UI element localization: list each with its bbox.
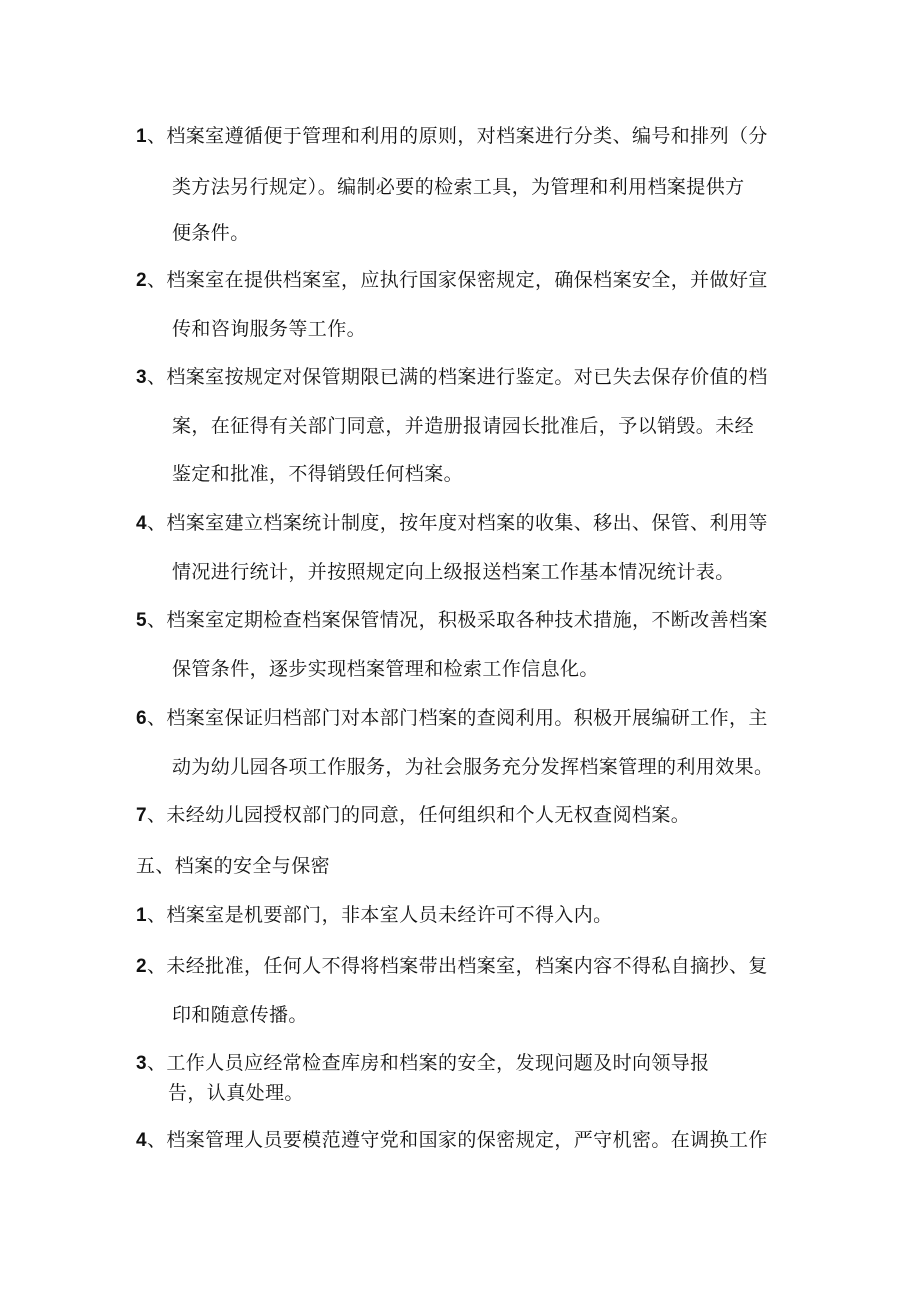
section-item-4-number: 4 (136, 1130, 147, 1151)
section-item-2-number: 2 (136, 956, 147, 977)
item-1-line-1: 1、档案室遵循便于管理和利用的原则，对档案进行分类、编号和排列（分 (136, 125, 768, 147)
section-item-3-number: 3 (136, 1053, 147, 1074)
item-5-number: 5 (136, 610, 147, 631)
item-3-number: 3 (136, 367, 147, 388)
item-2-line-1: 2、档案室在提供档案室，应执行国家保密规定，确保档案安全，并做好宣 (136, 269, 768, 291)
section-item-4-line-1: 4、档案管理人员要模范遵守党和国家的保密规定，严守机密。在调换工作 (136, 1129, 768, 1151)
item-6-line-2: 动为幼儿园各项工作服务，为社会服务充分发挥档案管理的利用效果。 (172, 756, 774, 778)
item-1-line-3: 便条件。 (172, 222, 250, 244)
section-item-2-line-1: 2、未经批准，任何人不得将档案带出档案室，档案内容不得私自摘抄、复 (136, 955, 768, 977)
section-item-1-number: 1 (136, 905, 147, 926)
section-item-1-line-1: 1、档案室是机要部门，非本室人员未经许可不得入内。 (136, 904, 613, 926)
section-item-2-line-2: 印和随意传播。 (172, 1004, 308, 1026)
item-4-number: 4 (136, 513, 147, 534)
item-5-line-2: 保管条件，逐步实现档案管理和检索工作信息化。 (172, 658, 599, 680)
item-1-line-2: 类方法另行规定）。编制必要的检索工具，为管理和利用档案提供方 (172, 176, 745, 198)
item-7-number: 7 (136, 805, 147, 826)
item-5-line-1: 5、档案室定期检查档案保管情况，积极采取各种技术措施，不断改善档案 (136, 609, 768, 631)
item-3-line-2: 案，在征得有关部门同意，并造册报请园长批准后，予以销毁。未经 (172, 415, 755, 437)
item-2-line-2: 传和咨询服务等工作。 (172, 318, 367, 340)
section-heading: 五、档案的安全与保密 (136, 855, 331, 877)
section-item-3-line-2: 告，认真处理。 (168, 1082, 304, 1104)
item-7-line-1: 7、未经幼儿园授权部门的同意，任何组织和个人无权查阅档案。 (136, 804, 691, 826)
item-4-line-1: 4、档案室建立档案统计制度，按年度对档案的收集、移出、保管、利用等 (136, 512, 768, 534)
item-2-number: 2 (136, 270, 147, 291)
item-6-number: 6 (136, 708, 147, 729)
section-item-3-line-1: 3、工作人员应经常检查库房和档案的安全，发现问题及时向领导报 (136, 1052, 710, 1074)
item-1-number: 1 (136, 126, 147, 147)
item-3-line-1: 3、档案室按规定对保管期限已满的档案进行鉴定。对已失去保存价值的档 (136, 366, 768, 388)
item-6-line-1: 6、档案室保证归档部门对本部门档案的查阅利用。积极开展编研工作，主 (136, 707, 768, 729)
item-4-line-2: 情况进行统计，并按照规定向上级报送档案工作基本情况统计表。 (172, 561, 735, 583)
item-3-line-3: 鉴定和批准，不得销毁任何档案。 (172, 463, 464, 485)
